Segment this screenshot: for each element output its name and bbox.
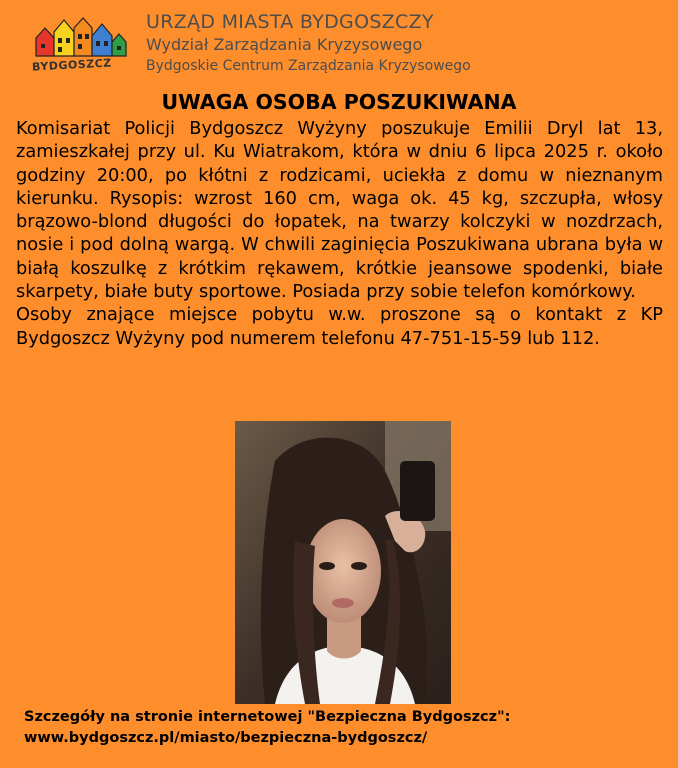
footer-website-link[interactable]: www.bydgoszcz.pl/miasto/bezpieczna-bydgoszcz/ [24,730,428,746]
logo-wordmark: BYDGOSZCZ [31,56,113,74]
contact-paragraph: Osoby znające miejsce pobytu w.w. proszone są o kontakt z KP Bydgoszcz Wyżyny pod numerem telefonu 47-751-15-59 lub 112. [16,304,663,349]
footer-info-text: Szczegóły na stronie internetowej "Bezpieczna Bydgoszcz": [24,709,511,725]
missing-person-photo [235,421,451,704]
org-line-1: URZĄD MIASTA BYDGOSZCZY [146,11,434,33]
org-line-3: Bydgoskie Centrum Zarządzania Kryzysowego [146,58,471,74]
notice-title: UWAGA OSOBA POSZUKIWANA [161,90,517,114]
organization-name [146,10,471,76]
footer [24,707,510,749]
description-paragraph: Komisariat Policji Bydgoszcz Wyżyny poszukuje Emilii Dryl lat 13, zamieszkałej przy ul. Ku Wiatrakom, która w dniu 6 lipca 2025 r. około godziny 20:00, po kłótni z rodzicami, uciekła z domu w nieznanym kierunku. Rysopis: wzrost 160 cm, waga ok. 45 kg, szczupła, włosy brązowo-blond długości do łopatek, na twarzy kolczyki w nozdrzach, nosie i pod dolną wargą. W chwili zaginięcia Poszukiwana ubrana była w białą koszulkę z krótkim rękawem, krótkie jeansowe spodenki, białe skarpety, białe buty sportowe. Posiada przy sobie telefon komórkowy. [16,118,663,303]
notice-body [16,117,663,350]
header [0,0,678,88]
city-logo [28,12,132,82]
portrait-image [235,421,451,704]
org-line-2: Wydział Zarządzania Kryzysowego [146,35,423,54]
